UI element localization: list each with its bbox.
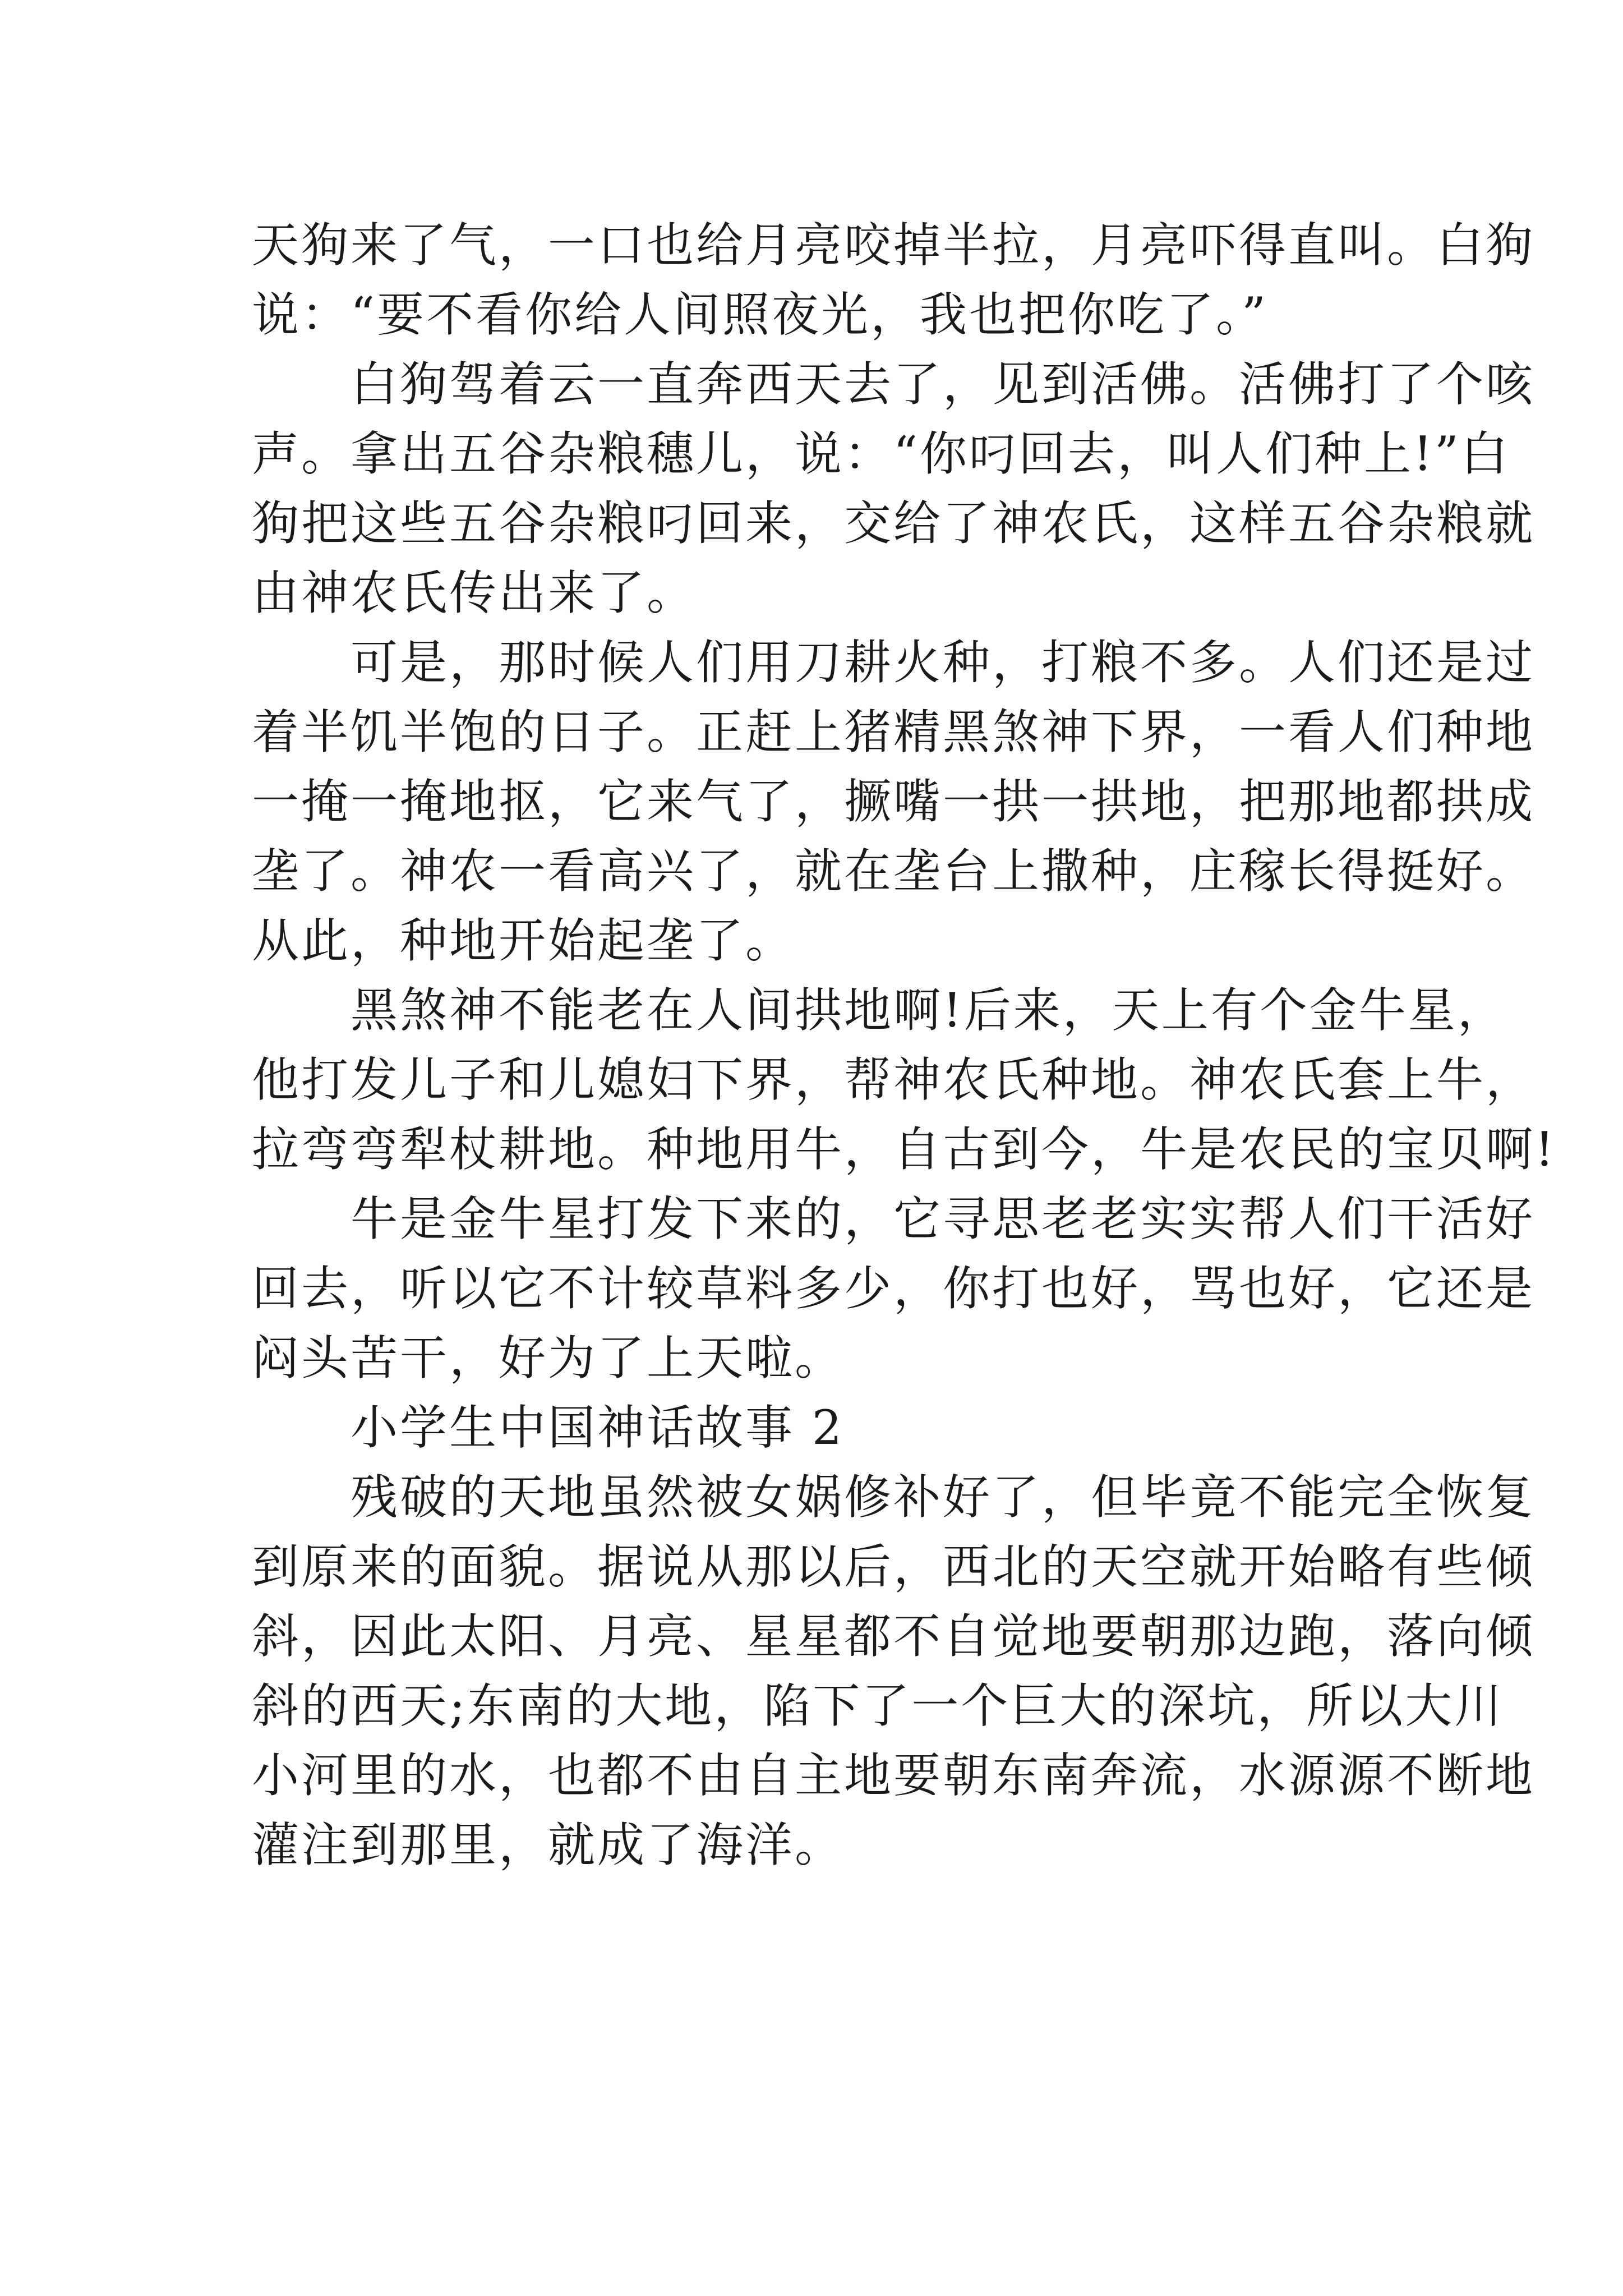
paragraph (252, 349, 1536, 628)
text-line: 垄了。神农一看高兴了，就在垄台上撒种，庄稼长得挺好。 (252, 844, 1536, 899)
text-line: 回去，听以它不计较草料多少，你打也好，骂也好，它还是 (252, 1261, 1536, 1316)
paragraph (252, 1462, 1536, 1880)
text-line: 小河里的水，也都不由自主地要朝东南奔流，水源源不断地 (252, 1748, 1536, 1803)
text-line: 小学生中国神话故事 2 (252, 1400, 845, 1455)
text-line: 黑煞神不能老在人间拱地啊!后来，天上有个金牛星， (252, 983, 1507, 1038)
text-line: 天狗来了气，一口也给月亮咬掉半拉，月亮吓得直叫。白狗 (252, 218, 1536, 273)
text-line: 由神农氏传出来了。 (252, 565, 697, 620)
paragraph (252, 976, 1556, 1184)
text-line: 拉弯弯犁杖耕地。种地用牛，自古到今，牛是农民的宝贝啊! (252, 1122, 1556, 1177)
paragraph (252, 1393, 1396, 1462)
text-line: 他打发儿子和儿媳妇下界，帮神农氏种地。神农氏套上牛， (252, 1052, 1536, 1107)
text-line: 灌注到那里，就成了海洋。 (252, 1818, 845, 1872)
document-body (252, 210, 1556, 1880)
text-line: 一掩一掩地抠，它来气了，撅嘴一拱一拱地，把那地都拱成 (252, 774, 1536, 829)
paragraph (252, 1184, 1536, 1393)
text-line: 残破的天地虽然被女娲修补好了，但毕竟不能完全恢复 (252, 1470, 1536, 1525)
text-line: 闷头苦干，好为了上天啦。 (252, 1331, 845, 1386)
text-line: 声。拿出五谷杂粮穗儿，说：“你叼回去，叫人们种上!”白 (252, 426, 1510, 481)
text-line: 从此，种地开始起垄了。 (252, 913, 795, 968)
text-line: 白狗驾着云一直奔西天去了，见到活佛。活佛打了个咳 (252, 357, 1536, 412)
text-line: 狗把这些五谷杂粮叼回来，交给了神农氏，这样五谷杂粮就 (252, 496, 1536, 551)
text-line: 可是，那时候人们用刀耕火种，打粮不多。人们还是过 (252, 635, 1536, 690)
text-line: 斜，因此太阳、月亮、星星都不自觉地要朝那边跑，落向倾 (252, 1609, 1536, 1664)
text-line: 到原来的面貌。据说从那以后，西北的天空就开始略有些倾 (252, 1539, 1536, 1594)
paragraph (252, 210, 1536, 349)
paragraph (252, 628, 1536, 976)
text-line: 着半饥半饱的日子。正赶上猪精黑煞神下界，一看人们种地 (252, 705, 1536, 760)
text-line: 牛是金牛星打发下来的，它寻思老老实实帮人们干活好 (252, 1191, 1536, 1246)
text-line: 斜的西天;东南的大地，陷下了一个巨大的深坑，所以大川 (252, 1678, 1504, 1733)
text-line: 说：“要不看你给人间照夜光，我也把你吃了。” (252, 287, 1268, 342)
